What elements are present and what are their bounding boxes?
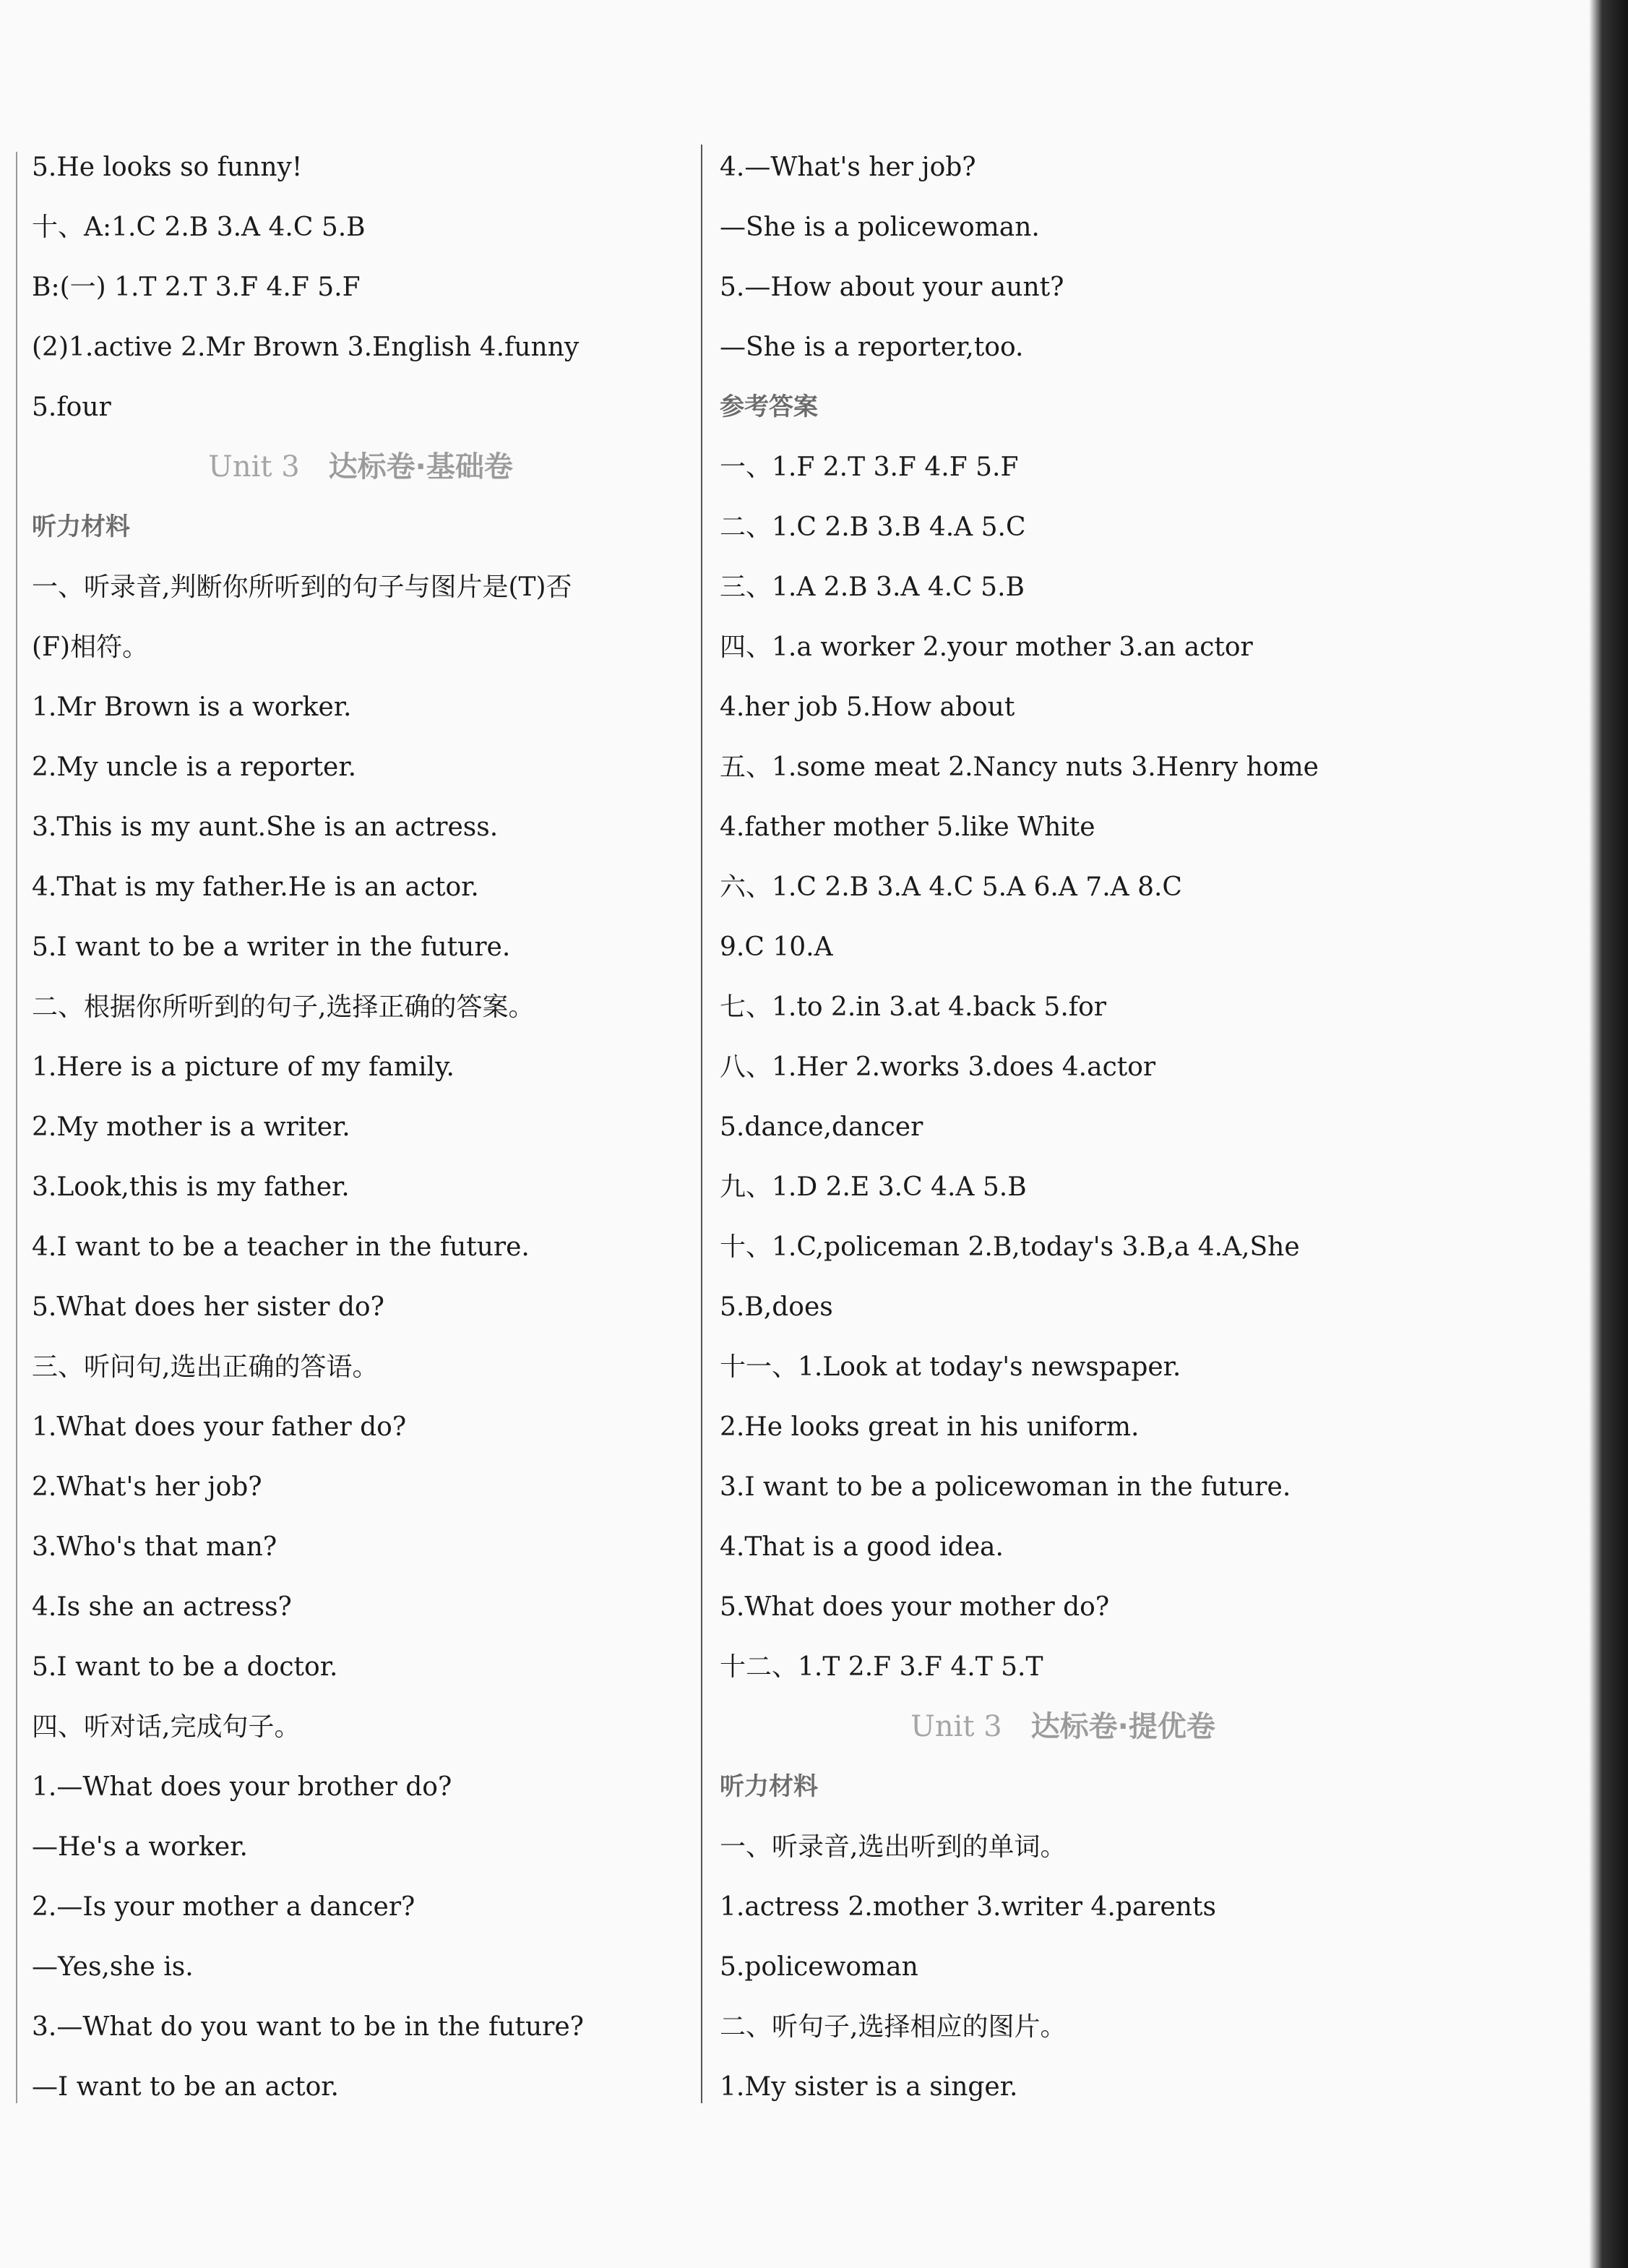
text-line: 4.father mother 5.like White [720, 812, 1095, 842]
text-line: 5.B,does [720, 1292, 833, 1322]
section-label: 听力材料 [32, 512, 130, 541]
text-line: 5.policewoman [720, 1952, 918, 1982]
text-line: 4.—What's her job? [720, 153, 976, 182]
text-line: 二、1.C 2.B 3.B 4.A 5.C [720, 512, 1026, 542]
text-line: 4.That is a good idea. [720, 1532, 1004, 1562]
text-line: 5.I want to be a writer in the future. [32, 932, 511, 962]
text-line: 二、听句子,选择相应的图片。 [720, 2012, 1067, 2042]
text-line: 2.My mother is a writer. [32, 1112, 350, 1142]
text-line: 十二、1.T 2.F 3.F 4.T 5.T [720, 1652, 1043, 1682]
text-line: 3.Who's that man? [32, 1532, 277, 1562]
text-line: 2.—Is your mother a dancer? [32, 1892, 415, 1922]
text-line: 3.Look,this is my father. [32, 1172, 350, 1202]
text-line: 2.My uncle is a reporter. [32, 752, 357, 782]
text-line: —He's a worker. [32, 1832, 248, 1862]
page-edge-shadow [1563, 0, 1628, 2268]
text-line: 十一、1.Look at today's newspaper. [720, 1352, 1181, 1382]
text-line: 1.actress 2.mother 3.writer 4.parents [720, 1892, 1216, 1922]
section-label: 参考答案 [720, 392, 818, 421]
text-line: 3.I want to be a policewoman in the future. [720, 1472, 1291, 1502]
text-line: 一、听录音,选出听到的单词。 [720, 1832, 1067, 1862]
text-line: 三、1.A 2.B 3.A 4.C 5.B [720, 572, 1025, 602]
left-margin-rule [16, 152, 17, 2103]
text-line: 5.What does her sister do? [32, 1292, 384, 1322]
section-label: 听力材料 [720, 1772, 818, 1801]
column-divider [701, 145, 702, 2103]
unit-number: Unit 3 [910, 1710, 1002, 1743]
text-line: 4.I want to be a teacher in the future. [32, 1232, 530, 1262]
text-line: B:(一) 1.T 2.T 3.F 4.F 5.F [32, 272, 361, 302]
text-line: 十、A:1.C 2.B 3.A 4.C 5.B [32, 212, 366, 242]
text-line: 5.What does your mother do? [720, 1592, 1110, 1622]
text-line: 四、听对话,完成句子。 [32, 1712, 301, 1742]
text-line: 4.That is my father.He is an actor. [32, 872, 479, 902]
right-column [720, 137, 1406, 2117]
text-line: —She is a policewoman. [720, 212, 1040, 242]
text-line: (F)相符。 [32, 632, 149, 662]
text-line: 2.He looks great in his uniform. [720, 1412, 1140, 1442]
unit-number: Unit 3 [208, 450, 300, 484]
text-line: 二、根据你所听到的句子,选择正确的答案。 [32, 992, 535, 1022]
text-line: —I want to be an actor. [32, 2072, 339, 2102]
text-line: 4.her job 5.How about [720, 692, 1015, 722]
text-line: 4.Is she an actress? [32, 1592, 292, 1622]
text-line: —Yes,she is. [32, 1952, 194, 1982]
text-line: 五、1.some meat 2.Nancy nuts 3.Henry home [720, 752, 1319, 782]
text-line: 1.—What does your brother do? [32, 1772, 452, 1802]
text-line: 八、1.Her 2.works 3.does 4.actor [720, 1052, 1156, 1082]
text-line: 一、1.F 2.T 3.F 4.F 5.F [720, 452, 1019, 482]
text-line: 1.Mr Brown is a worker. [32, 692, 352, 722]
unit-heading [32, 437, 689, 497]
text-line: (2)1.active 2.Mr Brown 3.English 4.funny [32, 332, 580, 362]
text-line: 5.dance,dancer [720, 1112, 923, 1142]
unit-title: 达标卷·提优卷 [1030, 1710, 1215, 1743]
text-line: 3.This is my aunt.She is an actress. [32, 812, 499, 842]
unit-title: 达标卷·基础卷 [328, 450, 513, 484]
text-line: 5.I want to be a doctor. [32, 1652, 338, 1682]
text-line: 9.C 10.A [720, 932, 833, 962]
left-column [32, 137, 689, 2117]
text-line: 2.What's her job? [32, 1472, 262, 1502]
text-line: 九、1.D 2.E 3.C 4.A 5.B [720, 1172, 1027, 1202]
text-line: 5.He looks so funny! [32, 153, 303, 182]
text-line: 3.—What do you want to be in the future? [32, 2012, 584, 2042]
text-line: 1.Here is a picture of my family. [32, 1052, 455, 1082]
unit-heading [720, 1697, 1406, 1757]
text-line: 1.My sister is a singer. [720, 2072, 1018, 2102]
text-line: —She is a reporter,too. [720, 332, 1024, 362]
text-line: 一、听录音,判断你所听到的句子与图片是(T)否 [32, 572, 572, 602]
text-line: 5.—How about your aunt? [720, 272, 1064, 302]
text-line: 七、1.to 2.in 3.at 4.back 5.for [720, 992, 1106, 1022]
text-line: 十、1.C,policeman 2.B,today's 3.B,a 4.A,She [720, 1232, 1300, 1262]
text-line: 三、听问句,选出正确的答语。 [32, 1352, 379, 1382]
text-line: 六、1.C 2.B 3.A 4.C 5.A 6.A 7.A 8.C [720, 872, 1182, 902]
text-line: 四、1.a worker 2.your mother 3.an actor [720, 632, 1253, 662]
text-line: 5.four [32, 392, 111, 422]
text-line: 1.What does your father do? [32, 1412, 407, 1442]
